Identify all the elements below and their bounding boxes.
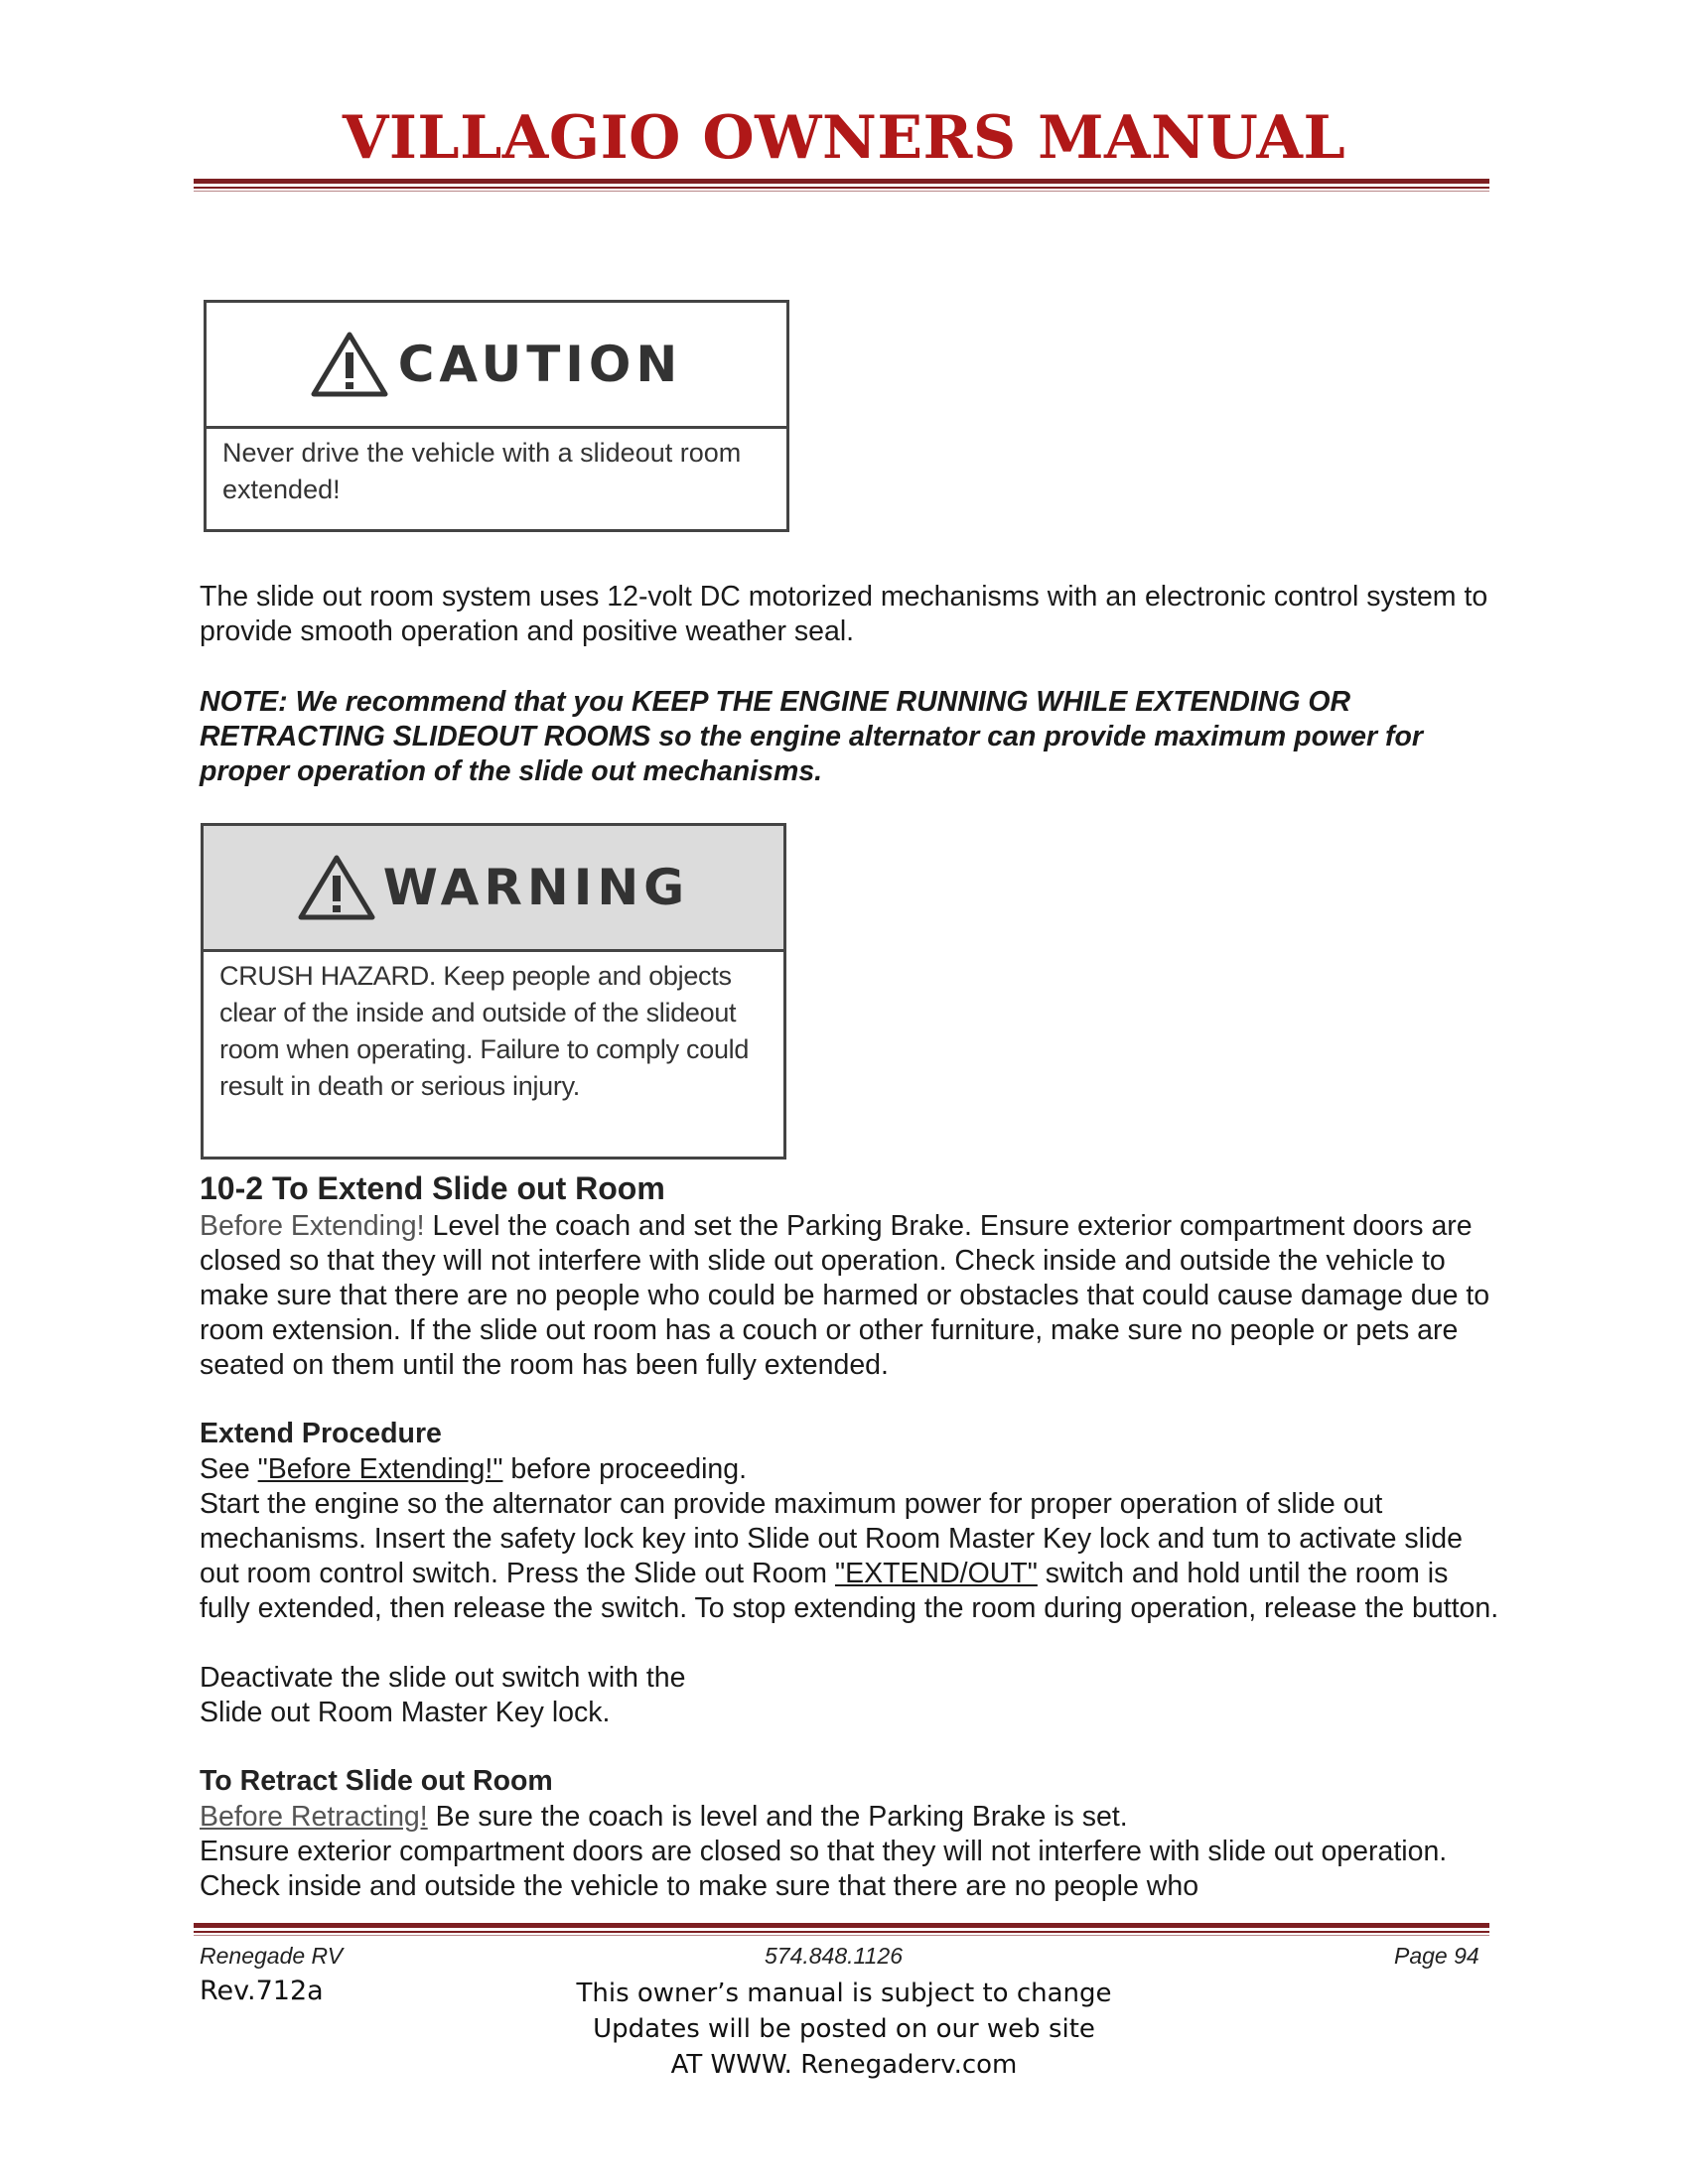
- footer-notice-line-1: This owner’s manual is subject to change: [576, 1979, 1112, 2008]
- caution-box: [204, 300, 789, 532]
- footer-notice-line-2: Updates will be posted on our web site: [593, 2014, 1095, 2044]
- before-retracting-label: Before Retracting!: [200, 1801, 428, 1833]
- caution-text: Never drive the vehicle with a slideout room extended!: [222, 438, 742, 504]
- header-rule: [194, 179, 1489, 192]
- footer-notice: [0, 1976, 1688, 2083]
- see-suffix: before proceeding.: [502, 1453, 748, 1485]
- warning-header: [204, 826, 783, 952]
- deactivate-line-2: Slide out Room Master Key lock.: [200, 1697, 611, 1728]
- footer-website[interactable]: AT WWW. Renegaderv.com: [670, 2050, 1018, 2080]
- extend-instructions: [200, 1487, 1500, 1626]
- caution-label: CAUTION: [397, 336, 683, 393]
- intro-paragraph: The slide out room system uses 12-volt DC motorized mechanisms with an electronic control system to provide smooth operation and positive weather seal.: [200, 581, 1488, 647]
- note-paragraph: NOTE: We recommend that you KEEP THE ENGINE RUNNING WHILE EXTENDING OR RETRACTING SLIDEOUT ROOMS so the engine alternator can provide maximum power for proper operation of the slide out mechanisms.: [200, 686, 1423, 787]
- footer-phone: 574.848.1126: [765, 1943, 903, 1969]
- before-extending-paragraph: [200, 1209, 1500, 1383]
- see-before-line: [200, 1452, 1500, 1487]
- caution-header: [207, 303, 786, 429]
- warning-text: CRUSH HAZARD. Keep people and objects clear of the inside and outside of the slideout room when operating. Failure to comply could result in death or serious injury.: [219, 961, 750, 1101]
- before-extending-link[interactable]: "Before Extending!": [257, 1453, 503, 1485]
- deactivate-line-1: Deactivate the slide out switch with the: [200, 1662, 686, 1694]
- extend-text-a: Start the engine so the alternator can provide maximum power for proper operation of slide out mechanisms. Insert the safety lock key into Slide out Room Master Key lock and tum to activate slide out room control switch. Press the Slide out Room: [200, 1488, 1463, 1589]
- see-prefix: See: [200, 1453, 258, 1485]
- warning-box: [201, 823, 786, 1160]
- before-extending-label: Before Extending!: [200, 1210, 425, 1242]
- before-retracting-line: [200, 1800, 1500, 1835]
- warning-label: WARNING: [382, 859, 690, 916]
- page-title: VILLAGIO OWNERS MANUAL: [342, 103, 1346, 173]
- extend-procedure-heading: Extend Procedure: [200, 1418, 442, 1449]
- retract-paragraph: Ensure exterior compartment doors are closed so that they will not interfere with slide out operation. Check inside and outside the vehicle to make sure that there are no people who: [200, 1836, 1448, 1902]
- warning-triangle-icon: [311, 331, 388, 398]
- footer-page-number: Page 94: [1394, 1943, 1479, 1969]
- footer-company: Renegade RV: [200, 1943, 344, 1969]
- before-extending-text: Level the coach and set the Parking Brake. Ensure exterior compartment doors are closed so that they will not interfere with slide out operation. Check inside and outside the vehicle to make sure that there are no people who could be harmed or obstacles that could cause damage due to room extension. If the slide out room has a couch or other furniture, make sure no people or pets are seated on them until the room has been fully extended.: [200, 1210, 1490, 1381]
- warning-triangle-icon: [298, 854, 375, 921]
- extend-text-b: switch and hold until the room is fully extended, then release the switch. To stop extending the room during operation, release the button.: [200, 1558, 1499, 1624]
- before-retracting-text: Be sure the coach is level and the Parking Brake is set.: [427, 1801, 1128, 1833]
- section-heading: 10-2 To Extend Slide out Room: [200, 1170, 665, 1206]
- footer-revision: Rev.712a: [200, 1976, 324, 2006]
- footer-rule: [194, 1923, 1489, 1936]
- extend-out-switch-ref: "EXTEND/OUT": [834, 1558, 1038, 1589]
- retract-heading: To Retract Slide out Room: [200, 1765, 553, 1797]
